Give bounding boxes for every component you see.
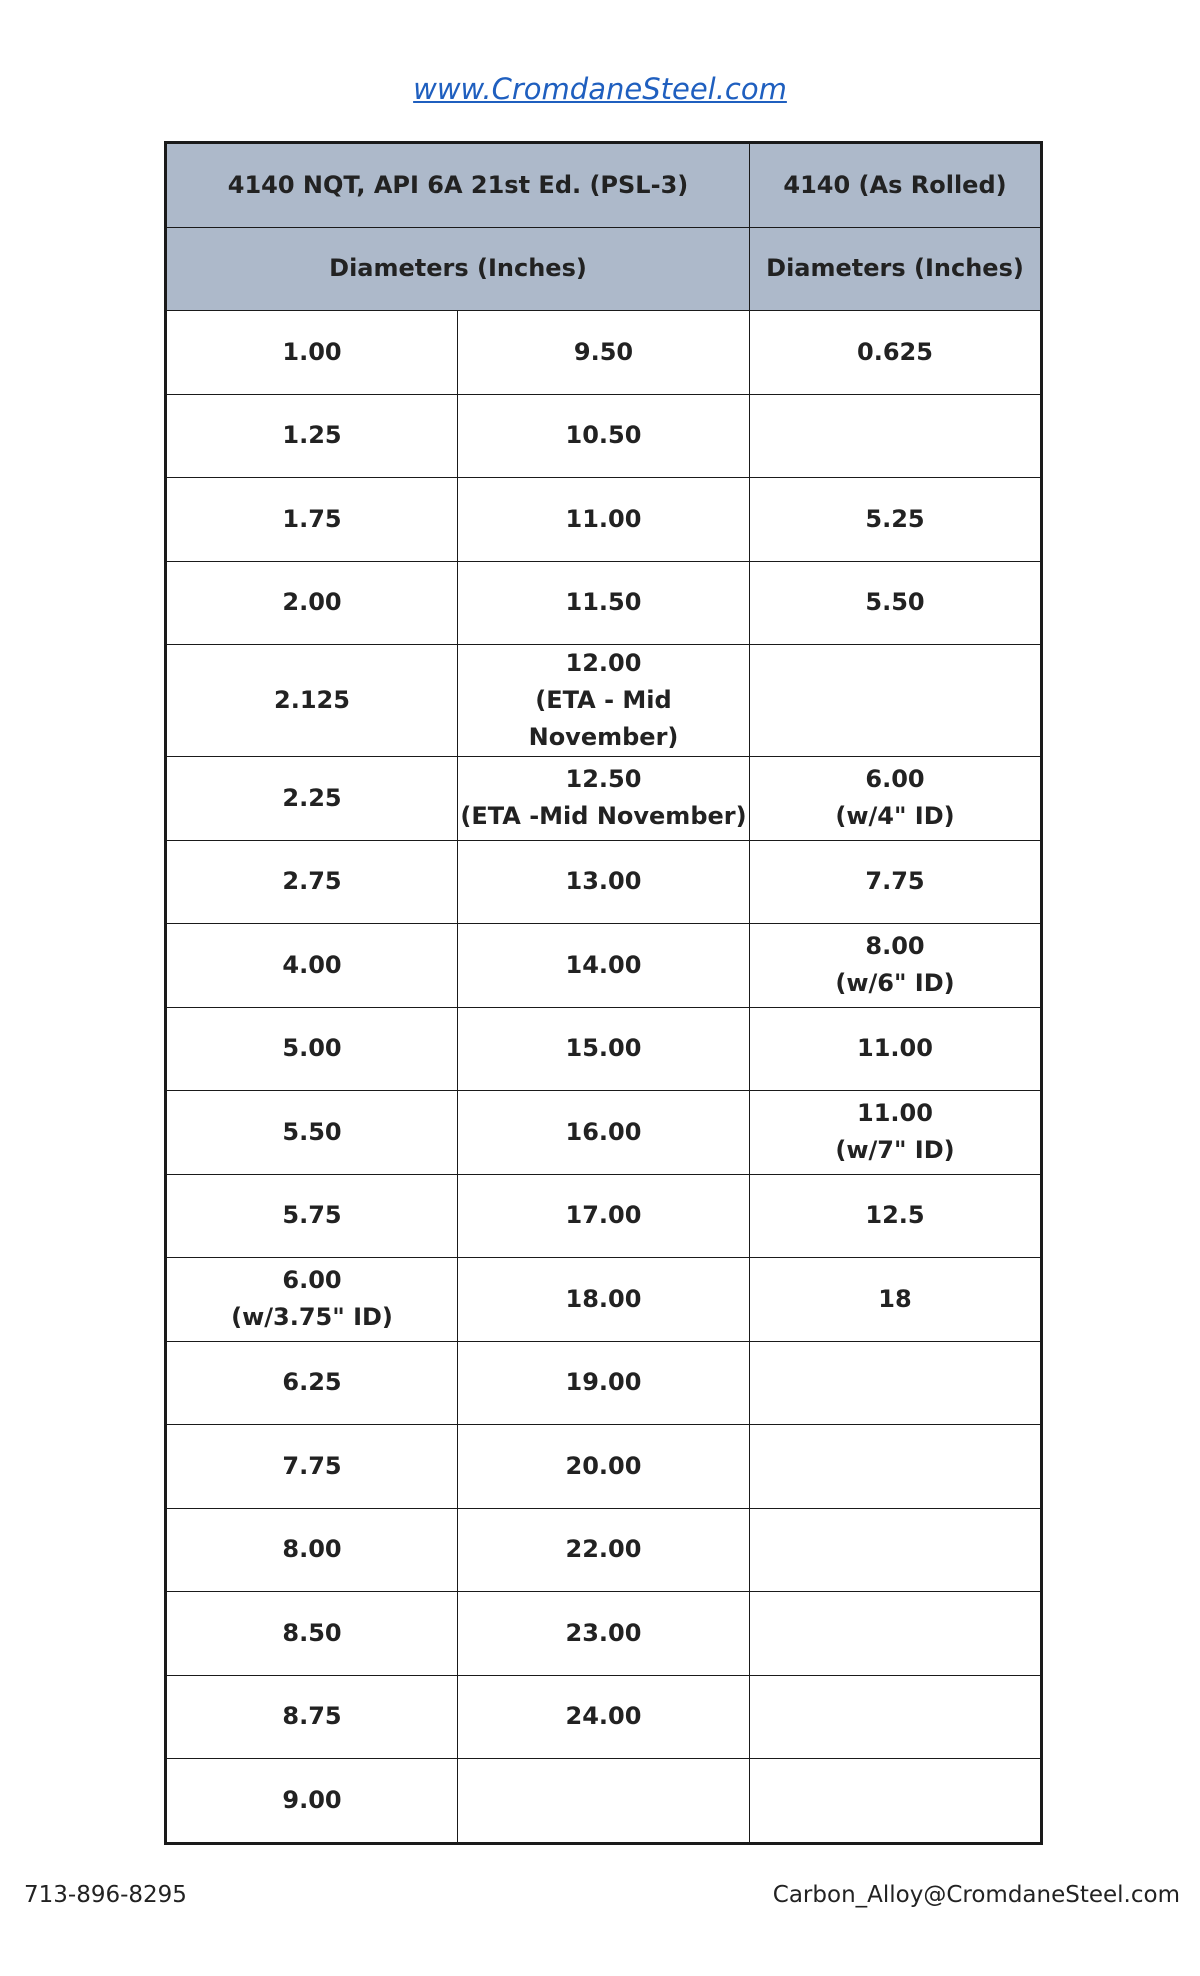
- diameter-value: 1.75: [282, 504, 342, 533]
- diameter-cell: [750, 924, 1042, 1008]
- diameter-cell: [166, 1425, 458, 1509]
- diameter-value: 2.00: [282, 588, 342, 617]
- diameter-value: 4.00: [282, 950, 342, 979]
- diameter-value: 12.5: [865, 1201, 925, 1230]
- diameter-note: (w/7" ID): [835, 1136, 955, 1165]
- diameter-value: 24.00: [565, 1702, 642, 1731]
- diameter-cell: [458, 1174, 750, 1258]
- diameter-note: (ETA - Mid November): [528, 686, 679, 751]
- diameter-value: 12.50: [565, 765, 642, 794]
- diameter-cell: [458, 1759, 750, 1844]
- diameter-value: 11.00: [857, 1099, 933, 1128]
- diameter-value: 5.50: [865, 588, 925, 617]
- diameter-cell: [750, 645, 1042, 757]
- diameter-cell: [458, 1508, 750, 1592]
- diameter-value: 10.50: [565, 421, 642, 450]
- table-row: [166, 1258, 1042, 1342]
- diameter-cell: [458, 1592, 750, 1676]
- diameter-value: 18: [878, 1284, 912, 1313]
- diameter-cell: [750, 1091, 1042, 1175]
- diameter-value: 12.00: [565, 649, 642, 677]
- diameter-cell: [166, 840, 458, 924]
- table-row: [166, 1174, 1042, 1258]
- table-row: [166, 1341, 1042, 1425]
- diameter-value: 5.50: [282, 1117, 342, 1146]
- diameter-cell: [750, 1258, 1042, 1342]
- diameter-value: 13.00: [565, 867, 642, 896]
- diameter-cell: [458, 561, 750, 645]
- table-row: [166, 645, 1042, 757]
- footer-email[interactable]: Carbon_Alloy@CromdaneSteel.com: [772, 1882, 1180, 1908]
- stock-diameter-table: [164, 141, 1043, 1845]
- subheader-diameters-nqt: Diameters (Inches): [166, 227, 750, 311]
- table-subheader-row: [166, 227, 1042, 311]
- diameter-value: 8.75: [282, 1702, 342, 1731]
- diameter-value: 0.625: [857, 337, 933, 366]
- diameter-value: 22.00: [565, 1535, 642, 1564]
- diameter-value: 1.25: [282, 421, 342, 450]
- diameter-cell: [458, 924, 750, 1008]
- diameter-cell: [166, 1341, 458, 1425]
- diameter-cell: [750, 1425, 1042, 1509]
- diameter-cell: [166, 1592, 458, 1676]
- diameter-cell: [750, 1675, 1042, 1759]
- footer-phone: 713-896-8295: [24, 1882, 187, 1908]
- diameter-cell: [750, 840, 1042, 924]
- diameter-cell: [750, 561, 1042, 645]
- diameter-value: 8.00: [865, 932, 925, 961]
- diameter-cell: [458, 645, 750, 757]
- diameter-value: 2.25: [282, 783, 342, 812]
- group-header-4140-nqt: 4140 NQT, API 6A 21st Ed. (PSL-3): [166, 143, 750, 228]
- diameter-cell: [458, 840, 750, 924]
- table-row: [166, 1675, 1042, 1759]
- diameter-value: 18.00: [565, 1284, 642, 1313]
- diameter-cell: [458, 478, 750, 562]
- diameter-cell: [458, 1007, 750, 1091]
- diameter-cell: [458, 1341, 750, 1425]
- diameter-cell: [458, 311, 750, 395]
- diameter-value: 6.00: [282, 1266, 342, 1295]
- diameter-value: 6.25: [282, 1368, 342, 1397]
- diameter-note: (w/3.75" ID): [231, 1303, 393, 1332]
- table-row: [166, 561, 1042, 645]
- diameter-cell: [166, 1258, 458, 1342]
- table-row: [166, 1759, 1042, 1844]
- diameter-cell: [750, 1508, 1042, 1592]
- diameter-cell: [750, 478, 1042, 562]
- diameter-value: 11.00: [857, 1034, 933, 1063]
- table-row: [166, 1592, 1042, 1676]
- diameter-value: 9.00: [282, 1785, 342, 1814]
- diameter-value: 9.50: [573, 337, 634, 366]
- diameter-value: 7.75: [282, 1451, 342, 1480]
- diameter-cell: [750, 1592, 1042, 1676]
- diameter-value: 11.00: [565, 504, 642, 533]
- diameter-value: 8.00: [282, 1535, 342, 1564]
- diameter-cell: [458, 1258, 750, 1342]
- diameter-value: 7.75: [865, 867, 925, 896]
- diameter-cell: [166, 1174, 458, 1258]
- diameter-cell: [750, 757, 1042, 841]
- table-row: [166, 1425, 1042, 1509]
- diameter-cell: [750, 1341, 1042, 1425]
- diameter-cell: [458, 757, 750, 841]
- diameter-cell: [166, 394, 458, 478]
- diameter-note: (w/6" ID): [835, 969, 955, 998]
- diameter-cell: [750, 394, 1042, 478]
- diameter-value: 17.00: [565, 1201, 642, 1230]
- diameter-value: 2.125: [274, 686, 350, 714]
- diameter-cell: [166, 561, 458, 645]
- diameter-cell: [166, 311, 458, 395]
- group-header-4140-as-rolled: 4140 (As Rolled): [750, 143, 1042, 228]
- table-row: [166, 1007, 1042, 1091]
- table-row: [166, 924, 1042, 1008]
- diameter-value: 14.00: [565, 950, 642, 979]
- diameter-cell: [166, 645, 458, 757]
- diameter-cell: [166, 1508, 458, 1592]
- diameter-cell: [166, 924, 458, 1008]
- diameter-cell: [750, 1759, 1042, 1844]
- diameter-value: 16.00: [565, 1117, 642, 1146]
- diameter-value: 6.00: [865, 765, 925, 794]
- table-row: [166, 478, 1042, 562]
- table-row: [166, 1508, 1042, 1592]
- diameter-cell: [166, 1675, 458, 1759]
- table-group-header-row: [166, 143, 1042, 228]
- diameter-cell: [750, 1174, 1042, 1258]
- diameter-cell: [458, 1091, 750, 1175]
- diameter-value: 20.00: [565, 1451, 642, 1480]
- diameter-cell: [458, 394, 750, 478]
- diameter-value: 2.75: [282, 867, 342, 896]
- diameter-value: 1.00: [282, 337, 342, 366]
- diameter-value: 19.00: [565, 1368, 642, 1397]
- diameter-cell: [166, 1091, 458, 1175]
- diameter-cell: [166, 757, 458, 841]
- table-row: [166, 1091, 1042, 1175]
- diameter-note: (w/4" ID): [835, 802, 955, 831]
- diameter-cell: [458, 1425, 750, 1509]
- diameter-cell: [750, 1007, 1042, 1091]
- diameter-cell: [166, 1007, 458, 1091]
- diameter-value: 15.00: [565, 1034, 642, 1063]
- table-row: [166, 757, 1042, 841]
- diameter-cell: [458, 1675, 750, 1759]
- subheader-diameters-as-rolled: Diameters (Inches): [750, 227, 1042, 311]
- table-row: [166, 311, 1042, 395]
- diameter-note: (ETA -Mid November): [460, 802, 747, 831]
- diameter-value: 11.50: [565, 588, 642, 617]
- diameter-cell: [166, 1759, 458, 1844]
- diameter-value: 5.25: [865, 504, 925, 533]
- website-link[interactable]: www.CromdaneSteel.com: [413, 72, 787, 106]
- diameter-cell: [166, 478, 458, 562]
- table-row: [166, 394, 1042, 478]
- diameter-cell: [750, 311, 1042, 395]
- diameter-value: 5.75: [282, 1201, 342, 1230]
- diameter-value: 8.50: [282, 1618, 342, 1647]
- table-row: [166, 840, 1042, 924]
- diameter-value: 23.00: [565, 1618, 642, 1647]
- diameter-value: 5.00: [282, 1034, 342, 1063]
